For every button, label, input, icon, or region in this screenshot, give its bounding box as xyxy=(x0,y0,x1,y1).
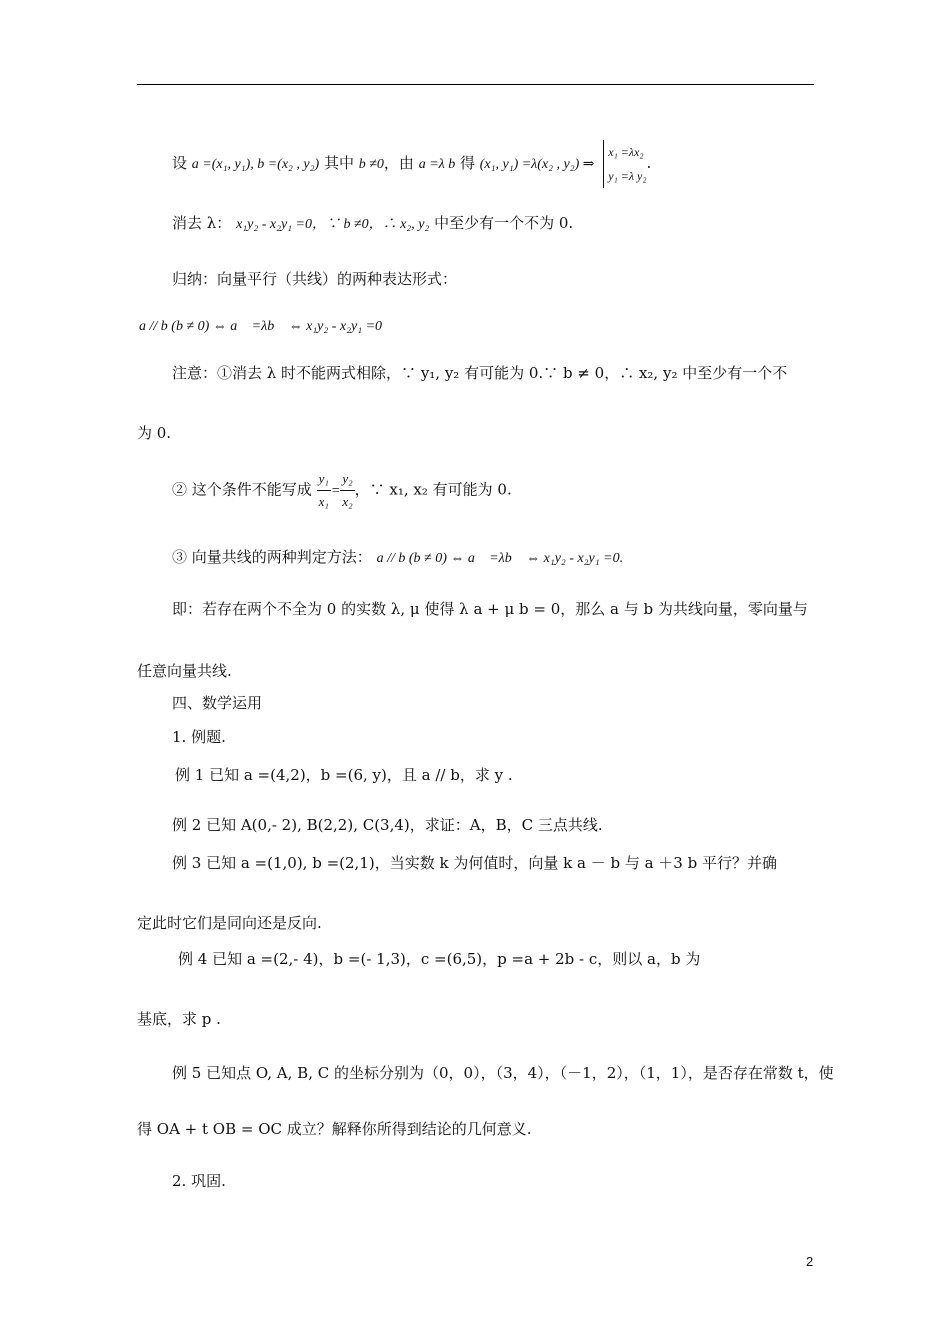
example-5-cont xyxy=(137,1118,532,1140)
example-4 xyxy=(178,948,700,970)
example-1 xyxy=(175,764,513,786)
text-line-7 xyxy=(172,468,512,513)
text: 基底，求 p . xyxy=(137,1010,221,1028)
text: 例 2 已知 A(0,- 2), B(2,2), C(3,4)，求证：A，B，C 三点共线. xyxy=(172,816,603,834)
text-line-5 xyxy=(172,362,787,384)
text: 1. 例题. xyxy=(172,728,226,746)
text: ，∵ x₁, x₂ 有可能为 0. xyxy=(354,480,512,499)
subsection-heading xyxy=(172,726,226,748)
example-5 xyxy=(172,1062,834,1084)
numerator: y₁ xyxy=(317,468,331,491)
text: 例 3 已知 a =(1,0), b =(2,1)，当实数 k 为何值时，向量 k a － b 与 a ＋3 b 平行？并确 xyxy=(172,854,777,872)
text-line-1 xyxy=(172,140,651,188)
text-line-9 xyxy=(172,598,808,620)
equation: x₁ =λx₂ xyxy=(608,145,644,159)
page-number: 2 xyxy=(806,1254,814,1269)
text: 为 0. xyxy=(137,424,172,442)
math-expression: a =λ b xyxy=(418,157,456,172)
text-line-8 xyxy=(172,546,623,570)
text: 例 4 已知 a =(2,- 4)，b =(- 1,3)，c =(6,5)，p =a + 2b - c，则以 a，b 为 xyxy=(178,950,701,968)
fraction xyxy=(317,468,331,513)
text: 即：若存在两个不全为 0 的实数 λ, μ 使得 λ a + μ b = 0，那么 a 与 b 为共线向量，零向量与 xyxy=(172,600,808,618)
subsection-heading-2 xyxy=(172,1170,226,1192)
text: 中至少有一个不为 0. xyxy=(429,214,574,232)
equals: = xyxy=(330,483,341,499)
text: 得 xyxy=(455,154,480,172)
text-line-3 xyxy=(172,268,457,290)
header-rule xyxy=(137,84,814,85)
text: ，由 xyxy=(383,154,419,172)
text: ③ 向量共线的两种判定方法： xyxy=(172,548,372,566)
denominator: x₂ xyxy=(342,494,353,509)
math-expression: a // b (b ≠ 0) ⇔ a⃗ =λb⃗ ⇔ x₁y₂ - x₂y₁ =0. xyxy=(376,551,624,566)
text: 例 5 已知点 O, A, B, C 的坐标分别为（0，0），（3，4），（－1，2），（1，1），是否存在常数 t，使 xyxy=(172,1064,834,1082)
math-expression: a // b (b ≠ 0) ⇔ a⃗ =λb⃗ ⇔ x₁y₂ - x₂y₁ =0 xyxy=(139,319,383,334)
text: 四、数学运用 xyxy=(172,694,263,712)
numerator: y₂ xyxy=(340,468,354,491)
text: ② 这个条件不能写成 xyxy=(172,480,312,499)
math-expression: x₁y₂ - x₂y₁ =0，∵ b ≠0，∴ x₂, y₂ xyxy=(236,217,430,232)
text: 得 OA + t OB = OC 成立？解释你所得到结论的几何意义. xyxy=(137,1120,532,1138)
text: 归纳：向量平行（共线）的两种表达形式： xyxy=(172,270,458,288)
text: 任意向量共线. xyxy=(137,662,232,680)
text: 2. 巩固. xyxy=(172,1172,226,1190)
text-line-10 xyxy=(137,660,232,682)
text: 定此时它们是同向还是反向. xyxy=(137,914,322,932)
fraction xyxy=(340,468,354,513)
math-line-4 xyxy=(139,314,382,338)
example-3-cont xyxy=(137,912,322,934)
denominator: x₁ xyxy=(318,494,329,509)
text: 例 1 已知 a =(4,2)，b =(6, y)，且 a // b，求 y . xyxy=(175,766,513,784)
text: 注意：①消去 λ 时不能两式相除，∵ y₁, y₂ 有可能为 0.∵ b ≠ 0，∴ x₂, y₂ 中至少有一个不 xyxy=(172,364,788,382)
text-line-6 xyxy=(137,422,171,444)
equation: y₁ =λ y₂ xyxy=(608,169,647,183)
math-expression: a =(x₁, y₁), b =(x₂ , y₂) xyxy=(191,157,320,172)
example-2 xyxy=(172,814,603,836)
example-4-cont xyxy=(137,1008,221,1030)
text-line-2 xyxy=(172,212,573,236)
text: 其中 xyxy=(319,154,359,172)
section-heading xyxy=(172,692,262,714)
math-expression: (x₁, y₁) =λ(x₂ , y₂) ⇒ xyxy=(479,157,595,172)
text: 设 xyxy=(172,154,188,172)
example-3 xyxy=(172,852,777,874)
text: . xyxy=(646,154,652,172)
text: 消去 λ： xyxy=(172,214,232,232)
equation-system xyxy=(603,140,646,188)
math-expression: b ≠0 xyxy=(358,157,384,172)
